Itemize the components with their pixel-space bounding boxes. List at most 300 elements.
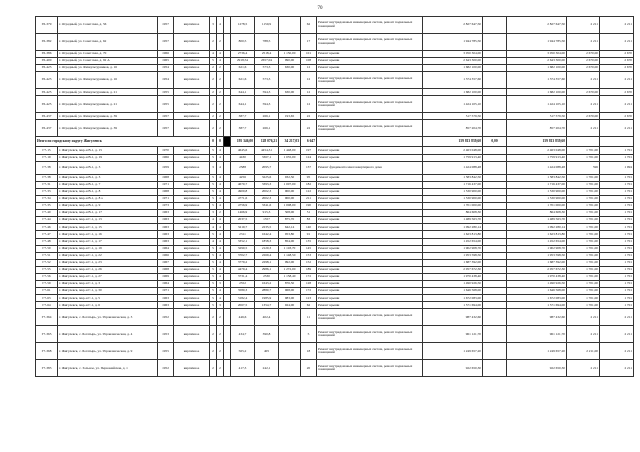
table-cell: кирпичное	[174, 96, 210, 113]
table-cell	[483, 72, 507, 89]
table-cell: 123	[301, 295, 317, 302]
table-cell	[224, 245, 231, 252]
table-cell: 4	[217, 58, 224, 65]
repair-program-table	[35, 16, 634, 377]
table-cell: 987 432,60	[507, 309, 567, 326]
table-cell: 2	[210, 96, 217, 113]
table-cell: 2 211	[567, 17, 600, 34]
table-cell: г. Жигулевск, мкр-н Г-1, д. 30	[58, 288, 158, 295]
table-cell: г. Жигулевск, мкр-н В-1, д. 3	[58, 174, 158, 181]
table-cell: кирпичное	[174, 273, 210, 280]
table-cell: 3367,1	[255, 154, 279, 161]
table-cell: Г6-437	[36, 113, 58, 120]
table-row	[36, 34, 634, 51]
table-cell: 1963	[158, 295, 174, 302]
table-row	[36, 231, 634, 238]
table-cell: 2 211	[567, 72, 600, 89]
table-cell: 122	[301, 188, 317, 195]
table-cell: г. Жигулевск, мкр-н В-1, д. 19	[58, 154, 158, 161]
table-cell: 2 670,00	[567, 89, 600, 96]
table-cell: 2	[210, 89, 217, 96]
table-row	[36, 326, 634, 343]
table-cell: 961 121,70	[507, 326, 567, 343]
table-cell	[483, 266, 507, 273]
table-cell: кирпичное	[174, 161, 210, 174]
table-cell	[483, 34, 507, 51]
table-cell: Г7-64	[36, 302, 58, 309]
table-cell	[483, 161, 507, 174]
table-cell: Г6-425	[36, 96, 58, 113]
table-cell: 2	[217, 309, 224, 326]
table-cell: 2 643 300,00	[423, 58, 483, 65]
table-cell: 630,00	[279, 65, 301, 72]
table-cell: 594,3	[255, 89, 279, 96]
table-cell: 402,4	[255, 309, 279, 326]
table-cell: 864 608,30	[423, 210, 483, 217]
table-cell	[224, 210, 231, 217]
table-cell: 4430	[231, 154, 255, 161]
table-cell: 3	[210, 210, 217, 217]
table-cell: г. Жигулевск, мкр-н В-1, д. 9	[58, 203, 158, 210]
table-cell: г. Жигулевск, мкр-н Г-1, д. 13	[58, 217, 158, 224]
table-cell: 17	[301, 34, 317, 51]
table-cell: 4756,9	[231, 203, 255, 210]
table-cell: 517 579,50	[423, 113, 483, 120]
table-row	[36, 195, 634, 202]
table-cell: 3219,7	[231, 224, 255, 231]
table-cell: Г7-52	[36, 259, 58, 266]
table-cell: 876,50	[279, 281, 301, 288]
table-cell: 875,70	[279, 217, 301, 224]
table-cell	[483, 309, 507, 326]
table-cell: 2	[217, 96, 224, 113]
table-cell: 5	[210, 281, 217, 288]
table-cell	[224, 188, 231, 195]
table-cell: 1 008,00	[279, 203, 301, 210]
table-cell: 1 701	[600, 210, 634, 217]
table-cell: кирпичное	[174, 154, 210, 161]
table-row	[36, 120, 634, 137]
table-cell: 2 827 647,50	[507, 17, 567, 34]
table-cell: 1 623 813,80	[507, 231, 567, 238]
table-cell: 1 701,00	[567, 273, 600, 280]
table-cell: 1 530 900,00	[507, 195, 567, 202]
table-cell: Ремонт крыши	[317, 181, 423, 188]
table-cell: Ремонт крыши	[317, 295, 423, 302]
table-cell	[483, 195, 507, 202]
table-cell: 2	[210, 113, 217, 120]
table-cell: 864 608,30	[507, 210, 567, 217]
table-cell: 1 374 357,60	[507, 72, 567, 89]
table-cell	[483, 89, 507, 96]
table-cell: 4	[217, 273, 224, 280]
table-cell	[483, 51, 507, 58]
table-cell: 12	[301, 89, 317, 96]
table-cell: 108	[301, 58, 317, 65]
table-cell: 1 701	[600, 181, 634, 188]
table-cell: Ремонт внутридомовых инженерных систем, ремонт подвальных помещений	[317, 360, 423, 377]
table-cell: 2037,5	[231, 217, 255, 224]
table-cell: 4	[217, 203, 224, 210]
table-cell: 1 424 105,10	[423, 96, 483, 113]
table-cell: 1 489 563,70	[423, 217, 483, 224]
table-cell	[224, 360, 231, 377]
table-cell: 1642,4	[255, 231, 279, 238]
table-cell	[224, 120, 231, 137]
table-cell: 1 701	[600, 288, 634, 295]
table-cell: 2 211	[600, 360, 634, 377]
table-cell: 1968	[158, 188, 174, 195]
table-cell: кирпичное	[174, 181, 210, 188]
table-cell: 5	[301, 326, 317, 343]
table-cell: 2 670	[600, 58, 634, 65]
total-blank	[317, 137, 423, 147]
table-cell: Г7-51	[36, 252, 58, 259]
table-cell: г. Жигулевск, мкр-н В-1, д. 3	[58, 161, 158, 174]
table-cell	[224, 238, 231, 245]
table-cell: 2 827 647,50	[423, 17, 483, 34]
table-cell: 1357	[255, 217, 279, 224]
table-cell	[483, 224, 507, 231]
table-cell: 1 571 694,00	[507, 302, 567, 309]
table-cell: 3	[210, 161, 217, 174]
table-cell: 3182,4	[231, 295, 255, 302]
table-cell: г. Отрадный, ул. Советская, д. 56	[58, 17, 158, 34]
table-cell: 22	[301, 120, 317, 137]
table-cell: 854,00	[279, 238, 301, 245]
table-cell: Г7-31	[36, 181, 58, 188]
table-row	[36, 203, 634, 210]
table-cell	[224, 34, 231, 51]
table-row	[36, 72, 634, 89]
table-cell: 1 646 568,00	[423, 288, 483, 295]
table-row	[36, 188, 634, 195]
table-cell: Г6-423	[36, 65, 58, 72]
table-cell: кирпичное	[174, 65, 210, 72]
table-cell: 1953	[158, 326, 174, 343]
table-cell: 1966	[158, 252, 174, 259]
table-cell: 2 211	[567, 120, 600, 137]
table-cell: 3702,7	[231, 252, 255, 259]
table-cell: 2 643 300,00	[507, 58, 567, 65]
table-cell: 2	[210, 343, 217, 360]
table-cell: 1 687 392,00	[423, 259, 483, 266]
table-cell: 4	[217, 245, 224, 252]
table-cell: 1 701 000,00	[507, 203, 567, 210]
table-cell: 1 682 100,00	[423, 65, 483, 72]
table-cell: 900,00	[279, 188, 301, 195]
table-cell: 2986,1	[255, 266, 279, 273]
table-cell: 1963	[158, 224, 174, 231]
table-cell: Г6-425	[36, 89, 58, 96]
table-cell: г. Жигулевск, с. Зольное, ул. Первомайская, д. 1	[58, 360, 158, 377]
table-cell: Ремонт крыши	[317, 188, 423, 195]
table-cell: 1 701,00	[567, 188, 600, 195]
table-cell: Ремонт крыши	[317, 58, 423, 65]
table-cell: Г7-40	[36, 210, 58, 217]
table-cell	[483, 154, 507, 161]
table-cell: 4	[217, 252, 224, 259]
table-cell: 1 953 598,50	[507, 252, 567, 259]
table-cell: г. Жигулевск, мкр-н Г-1, д. 3	[58, 281, 158, 288]
table-cell: 1 994	[600, 161, 634, 174]
table-cell: 153	[301, 252, 317, 259]
table-cell: 990,00	[279, 58, 301, 65]
table-row	[36, 259, 634, 266]
total-sum: 159 813 839,60	[423, 137, 483, 147]
total-residents: 6 647	[301, 137, 317, 147]
total-c1: 0	[210, 137, 217, 147]
total-roof: 34 217,03	[279, 137, 301, 147]
table-cell: 1 452 654,00	[423, 238, 483, 245]
table-cell: Г6-382	[36, 34, 58, 51]
table-cell	[279, 326, 301, 343]
table-cell: 1 701	[600, 273, 634, 280]
table-cell: Ремонт внутридомовых инженерных систем, ремонт подвальных помещений	[317, 326, 423, 343]
table-cell: г. Жигулевск, с. Богатырь, ул. Управленческая, д. 9	[58, 343, 158, 360]
table-cell: 4	[217, 161, 224, 174]
table-cell	[483, 210, 507, 217]
table-cell	[224, 309, 231, 326]
table-cell: Ремонт крыши	[317, 302, 423, 309]
table-cell: 644,1	[231, 96, 255, 113]
table-cell: Ремонт крыши	[317, 231, 423, 238]
table-cell: 1643,2	[255, 281, 279, 288]
table-cell: 266,1	[255, 120, 279, 137]
table-cell: 1150,9	[255, 17, 279, 34]
table-cell: 145	[301, 245, 317, 252]
table-cell: 5	[210, 273, 217, 280]
table-cell: 4	[210, 238, 217, 245]
table-cell: 922 650,30	[507, 360, 567, 377]
table-cell: 1 716 437,00	[423, 181, 483, 188]
table-cell: Ремонт крыши	[317, 252, 423, 259]
table-cell: кирпичное	[174, 72, 210, 89]
table-cell: 1 701	[600, 188, 634, 195]
table-cell: г. Жигулевск, с. Богатырь, ул. Управленческая, д. 3	[58, 309, 158, 326]
table-cell: 3580,3	[231, 288, 255, 295]
table-cell	[224, 217, 231, 224]
table-cell: 387,7	[231, 113, 255, 120]
table-cell: 95	[301, 174, 317, 181]
table-cell: г. Отрадный, ул. Физкультурников, д. 21	[58, 96, 158, 113]
table-cell: 4454,31	[255, 147, 279, 154]
table-cell: 3779,2	[231, 259, 255, 266]
table-cell	[483, 188, 507, 195]
table-cell: г. Жигулевск, мкр-н В-1, д. 8 а	[58, 195, 158, 202]
table-cell: 83	[301, 217, 317, 224]
table-cell	[279, 34, 301, 51]
table-cell: 1970	[158, 147, 174, 154]
table-cell: 1 682 100,00	[507, 65, 567, 72]
table-row	[36, 224, 634, 231]
table-cell: 1 701,00	[567, 195, 600, 202]
table-cell: 621,6	[231, 65, 255, 72]
table-cell: 137	[301, 161, 317, 174]
table-cell: 1 249 657,20	[423, 343, 483, 360]
table-cell: г. Жигулевск, мкр-н Г-1, д. 22	[58, 252, 158, 259]
table-cell: 968,00	[279, 288, 301, 295]
table-cell: Ремонт внутридомовых инженерных систем, ремонт подвальных помещений	[317, 120, 423, 137]
table-cell	[483, 360, 507, 377]
table-cell: 2918,54	[231, 58, 255, 65]
table-cell: Ремонт крыши	[317, 210, 423, 217]
table-cell: 2 211	[567, 34, 600, 51]
table-cell: 4	[217, 195, 224, 202]
table-cell: 3290,5	[231, 245, 255, 252]
table-cell: 2	[217, 326, 224, 343]
table-cell: 1969	[158, 273, 174, 280]
table-row	[36, 273, 634, 280]
table-cell: Ремонт крыши	[317, 281, 423, 288]
table-cell: 2	[217, 65, 224, 72]
table-cell: 20	[301, 360, 317, 377]
table-cell: 1971	[158, 181, 174, 188]
table-cell: 1 701	[600, 224, 634, 231]
table-cell: 4670,7	[231, 181, 255, 188]
table-cell: 2 670,00	[567, 113, 600, 120]
table-cell: 2235,5	[255, 224, 279, 231]
table-cell: 1 701	[600, 266, 634, 273]
table-row	[36, 245, 634, 252]
table-cell: Г7-35	[36, 203, 58, 210]
table-cell: 983,00	[279, 295, 301, 302]
table-cell: 4	[217, 174, 224, 181]
table-cell: 2 211	[600, 309, 634, 326]
table-cell: 172	[301, 273, 317, 280]
table-cell: 11	[301, 309, 317, 326]
table-cell: 405	[255, 343, 279, 360]
table-cell: г. Жигулевск, мкр-н В-1, д. 8	[58, 188, 158, 195]
table-cell: 51	[301, 210, 317, 217]
table-cell: 1 701 000,00	[423, 203, 483, 210]
table-cell: 1 092 280,14	[423, 224, 483, 231]
table-cell: 857 204,70	[507, 120, 567, 137]
table-cell: Ремонт внутридомовых инженерных систем, ремонт подвальных помещений	[317, 343, 423, 360]
table-cell	[224, 281, 231, 288]
table-cell	[483, 288, 507, 295]
table-cell: 924,00	[279, 302, 301, 309]
table-cell: Г7-48	[36, 238, 58, 245]
table-cell: 2	[210, 120, 217, 137]
table-cell: 1957	[158, 113, 174, 120]
table-row	[36, 161, 634, 174]
table-cell: 5	[210, 245, 217, 252]
table-cell: 2 463 048,00	[423, 147, 483, 154]
table-cell: 2269,4	[255, 252, 279, 259]
table-cell: 1985,9	[255, 295, 279, 302]
table-cell	[483, 252, 507, 259]
table-cell	[224, 51, 231, 58]
table-cell	[224, 65, 231, 72]
table-cell: 2518,4	[255, 51, 279, 58]
table-cell: 3	[217, 302, 224, 309]
table-cell: г. Жигулевск, мкр-н Г-1, д. 15	[58, 224, 158, 231]
table-cell: 2	[217, 34, 224, 51]
table-cell: кирпичное	[174, 343, 210, 360]
table-cell: 1 490 926,50	[507, 281, 567, 288]
table-cell: 242,1	[255, 360, 279, 377]
table-cell: кирпичное	[174, 210, 210, 217]
table-cell: 915,3	[255, 210, 279, 217]
table-row	[36, 302, 634, 309]
table-cell: 1968	[158, 266, 174, 273]
table-row	[36, 89, 634, 96]
table-cell: 62	[301, 302, 317, 309]
table-cell: 1 035,00	[279, 154, 301, 161]
table-cell	[224, 161, 231, 174]
table-row	[36, 309, 634, 326]
table-cell: 417,3	[231, 360, 255, 377]
table-cell: Ремонт крыши	[317, 224, 423, 231]
table-cell: кирпичное	[174, 217, 210, 224]
table-cell: 1 158,40	[279, 273, 301, 280]
table-cell: 4	[217, 259, 224, 266]
table-cell: 1 530 900,00	[507, 188, 567, 195]
table-cell: кирпичное	[174, 259, 210, 266]
table-cell	[483, 245, 507, 252]
table-cell: г. Отрадный, ул. Советская, д. 62	[58, 34, 158, 51]
table-cell	[224, 181, 231, 188]
table-cell	[224, 154, 231, 161]
table-cell: 4	[210, 224, 217, 231]
table-cell: 1 701	[600, 281, 634, 288]
table-cell: кирпичное	[174, 309, 210, 326]
table-cell: 2 211	[600, 343, 634, 360]
table-cell: 2588	[231, 161, 255, 174]
table-cell	[483, 120, 507, 137]
table-row	[36, 238, 634, 245]
table-cell: Г7-364	[36, 309, 58, 326]
table-cell: 1 953 598,50	[423, 252, 483, 259]
table-cell: 1955	[158, 96, 174, 113]
table-cell: 2 211	[600, 120, 634, 137]
table-cell: 1952	[158, 360, 174, 377]
page-number: 70	[317, 6, 323, 11]
table-cell: 2311	[231, 231, 255, 238]
table-cell: 2	[217, 120, 224, 137]
table-cell: 508,00	[279, 210, 301, 217]
table-cell: 961 121,70	[423, 326, 483, 343]
table-cell: Ремонт крыши	[317, 89, 423, 96]
table-cell: 1 701,00	[567, 181, 600, 188]
table-cell: 1 448,00	[279, 147, 301, 154]
table-cell	[483, 217, 507, 224]
table-cell: Ремонт крыши	[317, 238, 423, 245]
table-cell: кирпичное	[174, 89, 210, 96]
table-cell: 1957	[158, 34, 174, 51]
table-cell: 12	[301, 72, 317, 89]
table-cell: 1 701,00	[567, 154, 600, 161]
table-cell: 4	[217, 147, 224, 154]
table-cell: кирпичное	[174, 195, 210, 202]
table-cell: 4	[217, 217, 224, 224]
table-cell: Ремонт крыши	[317, 154, 423, 161]
table-cell: 1955	[158, 343, 174, 360]
table-cell	[279, 343, 301, 360]
table-cell: 1 701,00	[567, 245, 600, 252]
table-cell: Г7-61	[36, 288, 58, 295]
table-row	[36, 174, 634, 181]
table-cell: 1 701	[600, 174, 634, 181]
table-cell: 1 701,00	[567, 259, 600, 266]
table-cell: 1971	[158, 288, 174, 295]
table-cell: 12	[301, 65, 317, 72]
total-c2: 0	[217, 137, 224, 147]
table-cell	[224, 343, 231, 360]
table-cell: 1963	[158, 210, 174, 217]
table-cell: Ремонт фундамента многоквартирного дома	[317, 161, 423, 174]
